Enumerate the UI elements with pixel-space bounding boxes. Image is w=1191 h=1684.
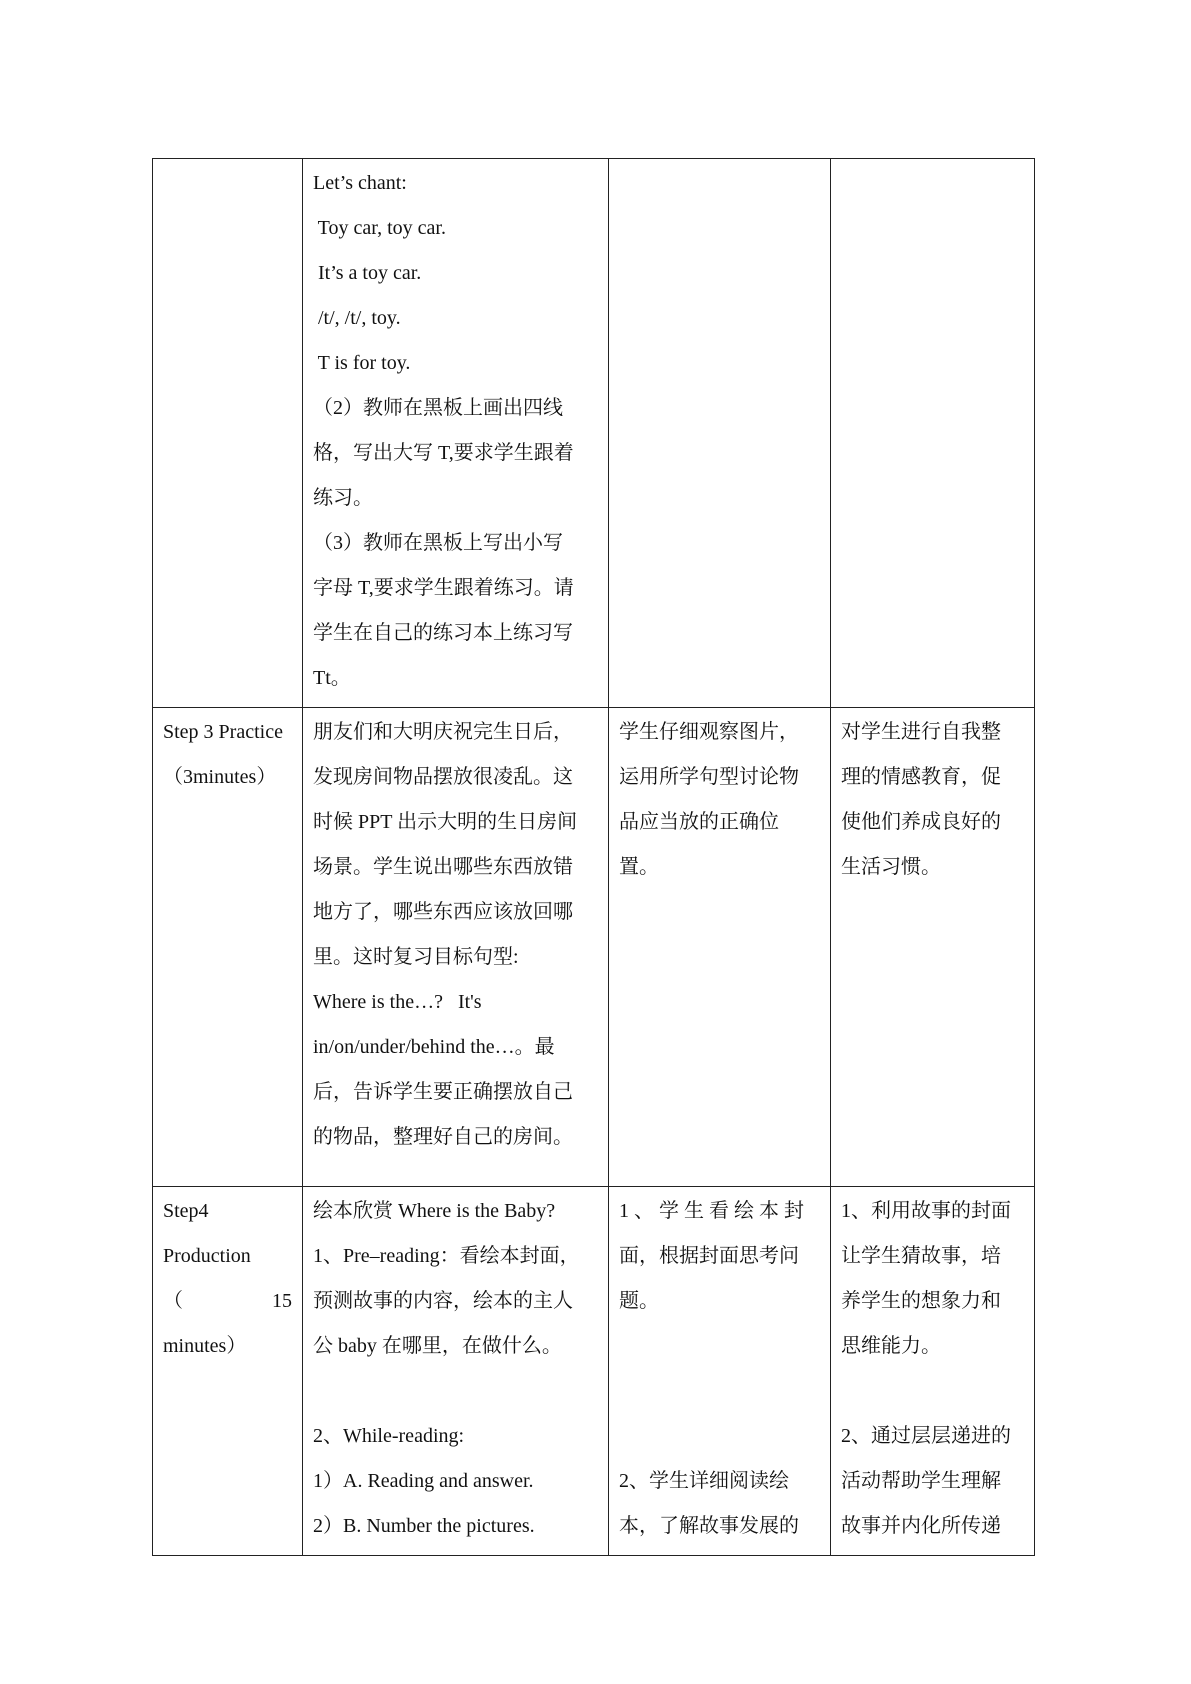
content-cell	[303, 1187, 609, 1556]
content-line: 绘本欣赏 Where is the Baby?	[313, 1200, 556, 1222]
step-cell	[153, 708, 303, 1187]
student-line: 2、学生详细阅读绘	[619, 1470, 789, 1492]
content-line: Toy car, toy car.	[313, 217, 446, 239]
content-line: （2）教师在黑板上画出四线	[313, 397, 563, 419]
student-line: 1 、 学 生 看 绘 本 封	[619, 1200, 804, 1222]
purpose-line: 对学生进行自我整	[841, 721, 1001, 743]
step-duration: （3minutes）	[163, 766, 277, 788]
student-activity-cell	[609, 1187, 831, 1556]
blank-line	[841, 1369, 1024, 1414]
table-row	[153, 1187, 1035, 1556]
step-cell	[153, 159, 303, 708]
purpose-line: 思维能力。	[841, 1335, 941, 1357]
blank-line	[313, 1369, 598, 1414]
step-duration-unit: minutes）	[163, 1335, 247, 1357]
content-line: Let’s chant:	[313, 172, 407, 194]
content-line: Tt。	[313, 667, 351, 689]
table-row	[153, 159, 1035, 708]
lesson-plan-table	[152, 158, 1035, 1556]
content-line: 场景。学生说出哪些东西放错	[313, 856, 573, 878]
blank-line	[619, 1414, 820, 1459]
student-line: 学生仔细观察图片，	[619, 721, 799, 743]
step-label: Step4	[163, 1200, 209, 1222]
content-line: in/on/under/behind the…。最	[313, 1036, 555, 1058]
purpose-line: 理的情感教育，促	[841, 766, 1001, 788]
student-line: 品应当放的正确位	[619, 811, 779, 833]
content-line: 2、While-reading:	[313, 1425, 465, 1447]
content-line: 的物品，整理好自己的房间。	[313, 1126, 573, 1148]
student-line: 题。	[619, 1290, 659, 1312]
purpose-line: 养学生的想象力和	[841, 1290, 1001, 1312]
purpose-cell	[831, 708, 1035, 1187]
content-line: 预测故事的内容，绘本的主人	[313, 1290, 573, 1312]
content-line: 格，写出大写 T,要求学生跟着	[313, 442, 574, 464]
content-line: It’s a toy car.	[313, 262, 422, 284]
content-line: 里。这时复习目标句型:	[313, 946, 519, 968]
content-line: 后，告诉学生要正确摆放自己	[313, 1081, 573, 1103]
content-line: 时候 PPT 出示大明的生日房间	[313, 811, 578, 833]
content-line: 公 baby 在哪里，在做什么。	[313, 1335, 562, 1357]
purpose-cell	[831, 159, 1035, 708]
student-activity-cell	[609, 159, 831, 708]
purpose-line: 1、利用故事的封面	[841, 1200, 1011, 1222]
content-line: 1、Pre–reading：看绘本封面，	[313, 1245, 580, 1267]
step-duration	[163, 1279, 292, 1324]
purpose-line: 故事并内化所传递	[841, 1515, 1001, 1537]
purpose-line: 生活习惯。	[841, 856, 941, 878]
step-label: Step 3 Practice	[163, 721, 283, 743]
content-line: 字母 T,要求学生跟着练习。请	[313, 577, 574, 599]
content-line: T is for toy.	[313, 352, 411, 374]
step-duration-paren: （	[163, 1290, 183, 1312]
step-label: Production	[163, 1245, 251, 1267]
content-line: 练习。	[313, 487, 373, 509]
student-line: 置。	[619, 856, 659, 878]
blank-line	[619, 1324, 820, 1369]
student-line: 面，根据封面思考问	[619, 1245, 799, 1267]
purpose-line: 使他们养成良好的	[841, 811, 1001, 833]
step-duration-number: 15	[272, 1290, 292, 1312]
purpose-line: 2、通过层层递进的	[841, 1425, 1011, 1447]
blank-line	[619, 1369, 820, 1414]
content-line: 地方了，哪些东西应该放回哪	[313, 901, 573, 923]
step-cell	[153, 1187, 303, 1556]
content-line: 1）A. Reading and answer.	[313, 1470, 534, 1492]
content-cell	[303, 159, 609, 708]
table-row	[153, 708, 1035, 1187]
content-line: 2）B. Number the pictures.	[313, 1515, 535, 1537]
purpose-line: 活动帮助学生理解	[841, 1470, 1001, 1492]
content-line: Where is the…? It's	[313, 991, 482, 1013]
content-line: （3）教师在黑板上写出小写	[313, 532, 563, 554]
content-line: 发现房间物品摆放很凌乱。这	[313, 766, 573, 788]
purpose-line: 让学生猜故事，培	[841, 1245, 1001, 1267]
content-cell	[303, 708, 609, 1187]
content-line: 学生在自己的练习本上练习写	[313, 622, 573, 644]
purpose-cell	[831, 1187, 1035, 1556]
content-line: 朋友们和大明庆祝完生日后，	[313, 721, 573, 743]
student-line: 运用所学句型讨论物	[619, 766, 799, 788]
content-line: /t/, /t/, toy.	[313, 307, 401, 329]
student-line: 本，了解故事发展的	[619, 1515, 799, 1537]
student-activity-cell	[609, 708, 831, 1187]
